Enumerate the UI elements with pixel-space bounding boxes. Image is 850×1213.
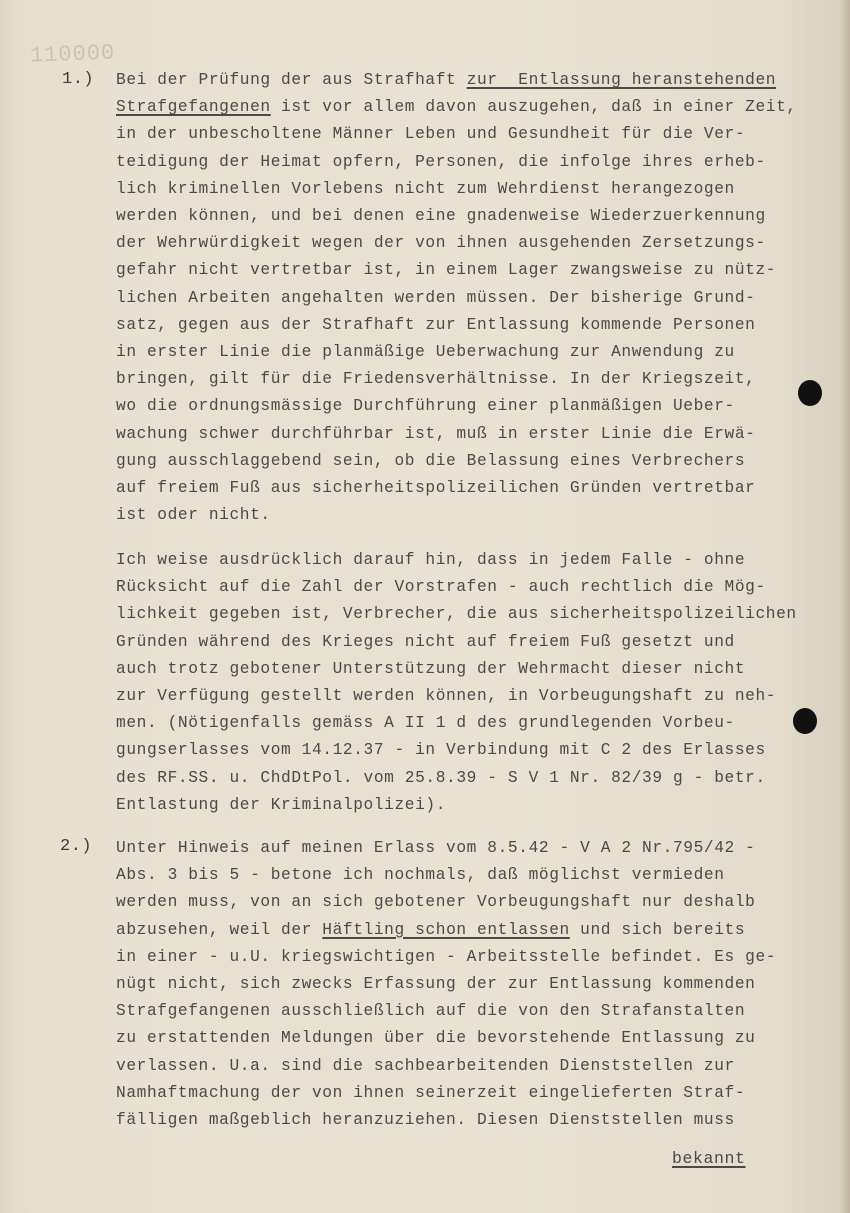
text-line: zu erstattenden Meldungen über die bevorstehende Entlassung zu [116,1029,756,1048]
text-line: zur Verfügung gestellt werden können, in Vorbeugungshaft zu neh- [116,687,777,706]
text-line: Strafgefangenen ist vor allem davon auszugehen, daß in einer Zeit, [116,98,797,117]
text-line: Gründen während des Krieges nicht auf freiem Fuß gesetzt und [116,632,735,651]
text-line: bringen, gilt für die Friedensverhältnisse. In der Kriegszeit, [116,370,756,389]
text-line: men. (Nötigenfalls gemäss A II 1 d des grundlegenden Vorbeu- [116,714,735,733]
text-line: verlassen. U.a. sind die sachbearbeitenden Dienststellen zur [116,1056,735,1075]
text-line: ist oder nicht. [116,506,271,525]
section-1-second-paragraph [116,547,797,819]
text-line: gung ausschlaggebend sein, ob die Belassung eines Verbrechers [116,451,746,470]
text-line: fälligen maßgeblich heranzuziehen. Diesen Dienststellen muss [116,1111,735,1130]
section-1-number: 1.) [62,70,95,89]
section-1-paragraph [116,67,797,529]
underlined-phrase: Strafgefangenen [116,98,271,117]
text-line: wachung schwer durchführbar ist, muß in erster Linie die Erwä- [116,424,756,443]
section-2-paragraph [116,835,776,1134]
underlined-phrase: Häftling schon entlassen [322,920,570,939]
text-line: in erster Linie die planmäßige Ueberwachung zur Anwendung zu [116,343,735,362]
punch-hole-lower [793,708,817,734]
text-line: lich kriminellen Vorlebens nicht zum Wehrdienst herangezogen [116,179,735,198]
section-2-number: 2.) [60,837,93,856]
text-line: satz, gegen aus der Strafhaft zur Entlassung kommende Personen [116,315,756,334]
text-line: der Wehrwürdigkeit wegen der von ihnen ausgehenden Zersetzungs- [116,234,766,253]
text-line: wo die ordnungsmässige Durchführung einer planmäßigen Ueber- [116,397,735,416]
text-line: teidigung der Heimat opfern, Personen, die infolge ihres erheb- [116,152,766,171]
page-edge-shadow [840,0,850,1213]
punch-hole-upper [798,380,822,406]
text-line: auch trotz gebotener Unterstützung der Wehrmacht dieser nicht [116,659,746,678]
text-line: Namhaftmachung der von ihnen seinerzeit eingelieferten Straf- [116,1083,746,1102]
text-line: in einer - u.U. kriegswichtigen - Arbeitsstelle befindet. Es ge- [116,947,777,966]
text-line: nügt nicht, sich zwecks Erfassung der zur Entlassung kommenden [116,975,756,994]
text-line: Abs. 3 bis 5 - betone ich nochmals, daß möglichst vermieden [116,866,725,885]
text-line: Entlastung der Kriminalpolizei). [116,795,447,814]
text-line: werden muss, von an sich gebotener Vorbeugungshaft nur deshalb [116,893,756,912]
text-line: Unter Hinweis auf meinen Erlass vom 8.5.42 - V A 2 Nr.795/42 - [116,839,756,857]
text-line: auf freiem Fuß aus sicherheitspolizeilichen Gründen vertretbar [116,479,756,498]
catchword-next-page: bekannt [672,1149,746,1168]
text-line: Strafgefangenen ausschließlich auf die von den Strafanstalten [116,1002,746,1021]
text-line: lichkeit gegeben ist, Verbrecher, die aus sicherheitspolizeilichen [116,605,797,624]
text-line: werden können, und bei denen eine gnadenweise Wiederzuerkennung [116,207,766,226]
text-line: Bei der Prüfung der aus Strafhaft zur Entlassung heranstehenden [116,71,777,89]
text-line: in der unbescholtene Männer Leben und Gesundheit für die Ver- [116,125,746,144]
text-line: lichen Arbeiten angehalten werden müssen. Der bisherige Grund- [116,288,756,307]
text-line: Ich weise ausdrücklich darauf hin, dass in jedem Falle - ohne [116,551,746,569]
text-line: gungserlasses vom 14.12.37 - in Verbindung mit C 2 des Erlasses [116,741,766,760]
text-line: gefahr nicht vertretbar ist, in einem Lager zwangsweise zu nütz- [116,261,777,280]
underlined-phrase: zur Entlassung heranstehenden [466,71,777,89]
text-line: abzusehen, weil der Häftling schon entlassen und sich bereits [116,920,746,939]
text-line: des RF.SS. u. ChdDtPol. vom 25.8.39 - S V 1 Nr. 82/39 g - betr. [116,768,766,787]
text-line: Rücksicht auf die Zahl der Vorstrafen - auch rechtlich die Mög- [116,578,766,597]
archive-stamp-number: 110000 [29,40,116,69]
